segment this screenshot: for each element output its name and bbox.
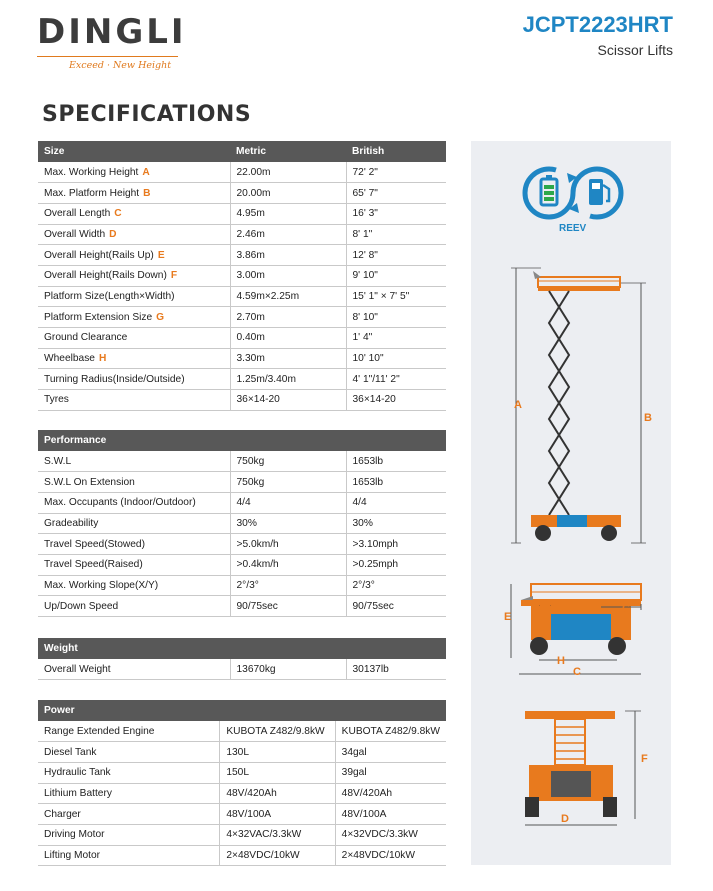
dimension-letter: F <box>170 270 178 282</box>
spec-label-cell <box>38 534 230 555</box>
dimension-label-e: E <box>504 611 512 623</box>
british-value: 12' 8" <box>346 245 446 266</box>
british-value: 4' 1"/11' 2" <box>346 369 446 390</box>
spec-row <box>38 328 446 349</box>
british-value: 2×48VDC/10kW <box>335 845 446 866</box>
brand-logo <box>37 12 187 71</box>
metric-value: 36×14-20 <box>230 390 346 411</box>
dimension-label-b: B <box>644 412 652 424</box>
spec-label-cell <box>38 762 220 783</box>
dimension-label-g: G <box>622 603 631 615</box>
spec-label: S.W.L On Extension <box>44 476 135 488</box>
spec-row <box>38 162 446 183</box>
metric-value: 20.00m <box>230 183 346 204</box>
spec-label-cell <box>38 659 230 680</box>
spec-row <box>38 369 446 390</box>
spec-row <box>38 845 446 866</box>
spec-row <box>38 783 446 804</box>
spec-row <box>38 554 446 575</box>
british-value: 1653lb <box>346 472 446 493</box>
spec-row <box>38 575 446 596</box>
spec-row <box>38 245 446 266</box>
dimension-label-h: H <box>557 655 565 667</box>
column-header <box>335 700 446 721</box>
spec-row <box>38 472 446 493</box>
spec-label: Ground Clearance <box>44 332 128 344</box>
spec-label: Driving Motor <box>44 829 105 841</box>
dimension-letter: G <box>156 311 165 323</box>
spec-row <box>38 451 446 472</box>
front-view-diagram <box>511 701 661 841</box>
spec-label-cell <box>38 203 230 224</box>
spec-label: Hydraulic Tank <box>44 767 111 779</box>
british-value: 30% <box>346 513 446 534</box>
spec-label-cell <box>38 390 230 411</box>
page-title: SPECIFICATIONS <box>42 102 252 127</box>
dimension-letter: C <box>114 208 122 220</box>
spec-row <box>38 513 446 534</box>
spec-row <box>38 659 446 680</box>
metric-value: 750kg <box>230 472 346 493</box>
spec-row <box>38 534 446 555</box>
spec-label-cell <box>38 162 230 183</box>
logo-underline <box>37 56 178 57</box>
section-header <box>38 700 446 721</box>
spec-label-cell <box>38 596 230 617</box>
spec-label: Up/Down Speed <box>44 600 119 612</box>
column-header <box>346 638 446 659</box>
spec-label-cell <box>38 804 220 825</box>
metric-value: 22.00m <box>230 162 346 183</box>
metric-value: 48V/420Ah <box>220 783 335 804</box>
dimension-letter: A <box>142 166 150 178</box>
british-value: >3.10mph <box>346 534 446 555</box>
british-value: 9' 10" <box>346 265 446 286</box>
spec-label: Overall Width <box>44 228 106 240</box>
spec-label-cell <box>38 554 230 575</box>
reev-label: REEV <box>559 223 587 234</box>
metric-value: 130L <box>220 742 335 763</box>
dimension-letter: H <box>98 353 107 365</box>
spec-label: Turning Radius(Inside/Outside) <box>44 373 185 385</box>
metric-value: KUBOTA Z482/9.8kW <box>220 721 335 742</box>
spec-label-cell <box>38 265 230 286</box>
spec-label: Tyres <box>44 394 69 406</box>
column-header: Metric <box>230 141 346 162</box>
british-value: 16' 3" <box>346 203 446 224</box>
metric-value: >5.0km/h <box>230 534 346 555</box>
british-value: 65' 7" <box>346 183 446 204</box>
spec-label-cell <box>38 783 220 804</box>
power-table <box>38 700 446 866</box>
spec-label: Lithium Battery <box>44 787 112 799</box>
spec-label-cell <box>38 575 230 596</box>
dimension-label-a: A <box>514 399 522 411</box>
metric-value: 3.00m <box>230 265 346 286</box>
spec-label-cell <box>38 183 230 204</box>
british-value: 39gal <box>335 762 446 783</box>
metric-value: 2×48VDC/10kW <box>220 845 335 866</box>
column-header <box>230 638 346 659</box>
spec-label: S.W.L <box>44 455 72 467</box>
metric-value: 4/4 <box>230 492 346 513</box>
metric-value: 4.59m×2.25m <box>230 286 346 307</box>
section-title: Performance <box>38 430 230 451</box>
section-title: Size <box>38 141 230 162</box>
metric-value: 0.40m <box>230 328 346 349</box>
spec-row <box>38 348 446 369</box>
spec-label: Max. Working Height <box>44 166 139 178</box>
british-value: 90/75sec <box>346 596 446 617</box>
british-value: 34gal <box>335 742 446 763</box>
spec-label-cell <box>38 286 230 307</box>
raised-lift-diagram <box>501 261 651 561</box>
section-header <box>38 141 446 162</box>
spec-row <box>38 286 446 307</box>
spec-row <box>38 742 446 763</box>
british-value: 10' 10" <box>346 348 446 369</box>
spec-row <box>38 307 446 328</box>
british-value: 48V/420Ah <box>335 783 446 804</box>
metric-value: 30% <box>230 513 346 534</box>
spec-row <box>38 721 446 742</box>
british-value: KUBOTA Z482/9.8kW <box>335 721 446 742</box>
metric-value: 13670kg <box>230 659 346 680</box>
spec-label: Max. Platform Height <box>44 187 140 199</box>
spec-label-cell <box>38 742 220 763</box>
dimension-letter: E <box>157 249 165 261</box>
british-value: 15' 1" × 7' 5" <box>346 286 446 307</box>
spec-label-cell <box>38 307 230 328</box>
section-title: Power <box>38 700 220 721</box>
spec-row <box>38 265 446 286</box>
spec-label-cell <box>38 245 230 266</box>
spec-row <box>38 203 446 224</box>
spec-label: Travel Speed(Stowed) <box>44 538 145 550</box>
model-name: JCPT2223HRT <box>522 12 673 37</box>
spec-row <box>38 492 446 513</box>
british-value: 48V/100A <box>335 804 446 825</box>
spec-label-cell <box>38 492 230 513</box>
spec-label: Gradeability <box>44 517 99 529</box>
size-table <box>38 141 446 411</box>
spec-label: Charger <box>44 808 81 820</box>
dimension-label-d: D <box>561 813 569 825</box>
spec-label: Range Extended Engine <box>44 725 155 737</box>
weight-table <box>38 638 446 680</box>
british-value: 2°/3° <box>346 575 446 596</box>
brand-name: DINGLI <box>37 12 187 52</box>
british-value: 8' 1" <box>346 224 446 245</box>
spec-row <box>38 183 446 204</box>
spec-label: Lifting Motor <box>44 849 101 861</box>
metric-value: 48V/100A <box>220 804 335 825</box>
british-value: 8' 10" <box>346 307 446 328</box>
section-header <box>38 638 446 659</box>
metric-value: 2.46m <box>230 224 346 245</box>
column-header: British <box>346 141 446 162</box>
british-value: 1' 4" <box>346 328 446 349</box>
spec-label: Travel Speed(Raised) <box>44 559 143 571</box>
spec-label: Overall Height(Rails Up) <box>44 249 154 261</box>
column-header <box>346 430 446 451</box>
metric-value: 750kg <box>230 451 346 472</box>
spec-label-cell <box>38 845 220 866</box>
spec-label-cell <box>38 472 230 493</box>
spec-label: Diesel Tank <box>44 746 97 758</box>
metric-value: >0.4km/h <box>230 554 346 575</box>
dimension-label-c: C <box>573 666 581 678</box>
performance-table <box>38 430 446 617</box>
metric-value: 2.70m <box>230 307 346 328</box>
metric-value: 150L <box>220 762 335 783</box>
spec-label-cell <box>38 348 230 369</box>
column-header <box>220 700 335 721</box>
spec-label-cell <box>38 328 230 349</box>
spec-row <box>38 224 446 245</box>
british-value: 72' 2" <box>346 162 446 183</box>
spec-label: Overall Weight <box>44 663 111 675</box>
dimension-letter: B <box>143 187 151 199</box>
section-header <box>38 430 446 451</box>
spec-label-cell <box>38 224 230 245</box>
brand-tagline: Exceed · New Height <box>69 60 172 71</box>
dimension-label-f: F <box>641 753 648 765</box>
spec-label: Overall Height(Rails Down) <box>44 270 167 282</box>
spec-label-cell <box>38 513 230 534</box>
spec-label: Max. Occupants (Indoor/Outdoor) <box>44 497 196 509</box>
spec-label-cell <box>38 824 220 845</box>
british-value: 36×14-20 <box>346 390 446 411</box>
metric-value: 3.30m <box>230 348 346 369</box>
british-value: 4/4 <box>346 492 446 513</box>
spec-label: Platform Size(Length×Width) <box>44 290 175 302</box>
spec-label: Platform Extension Size <box>44 311 153 323</box>
spec-row <box>38 824 446 845</box>
diagram-panel <box>471 141 671 865</box>
spec-row <box>38 390 446 411</box>
spec-label: Wheelbase <box>44 353 95 365</box>
british-value: 1653lb <box>346 451 446 472</box>
dimension-letter: D <box>109 228 117 240</box>
metric-value: 90/75sec <box>230 596 346 617</box>
spec-row <box>38 804 446 825</box>
british-value: >0.25mph <box>346 554 446 575</box>
section-title: Weight <box>38 638 230 659</box>
spec-label-cell <box>38 721 220 742</box>
metric-value: 4.95m <box>230 203 346 224</box>
spec-label: Overall Length <box>44 208 111 220</box>
metric-value: 3.86m <box>230 245 346 266</box>
column-header <box>230 430 346 451</box>
spec-row <box>38 596 446 617</box>
spec-label-cell <box>38 451 230 472</box>
metric-value: 1.25m/3.40m <box>230 369 346 390</box>
british-value: 4×32VDC/3.3kW <box>335 824 446 845</box>
spec-row <box>38 762 446 783</box>
spec-label-cell <box>38 369 230 390</box>
british-value: 30137lb <box>346 659 446 680</box>
product-category: Scissor Lifts <box>597 42 673 58</box>
metric-value: 2°/3° <box>230 575 346 596</box>
metric-value: 4×32VAC/3.3kW <box>220 824 335 845</box>
spec-label: Max. Working Slope(X/Y) <box>44 579 159 591</box>
